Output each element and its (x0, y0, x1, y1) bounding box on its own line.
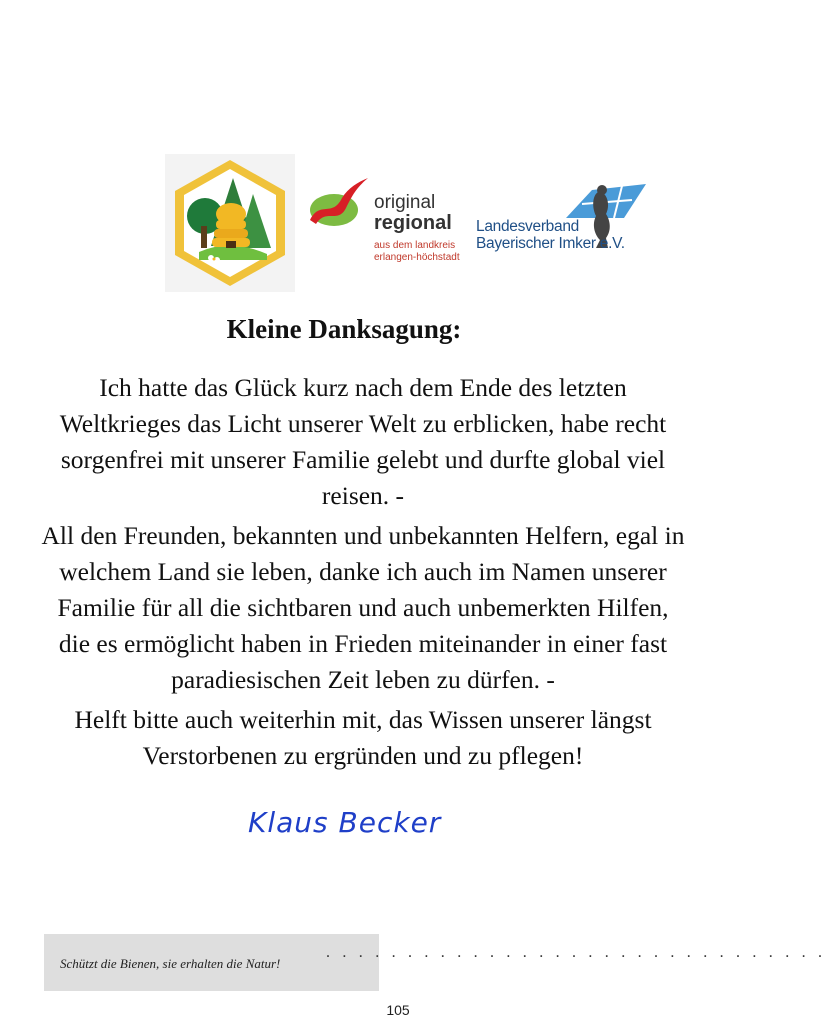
regional-line-regional: regional (374, 212, 452, 234)
paragraph-2: All den Freunden, bekannten und unbekannten Helfern, egal in welchem Land sie leben, danke ich auch im Namen unserer Familie für all die sichtbaren und auch unbemerkten Hilfen, die es ermöglicht haben in Frieden miteinander in einer fast paradiesischen Zeit leben zu dürfen. - (41, 521, 685, 694)
footer-slogan: Schützt die Bienen, sie erhalten die Natur! (60, 956, 281, 971)
beekeeping-hexagon-logo (165, 154, 295, 292)
regional-line-erlangen: erlangen-höchstadt (374, 252, 460, 263)
paragraph-1: Ich hatte das Glück kurz nach dem Ende des letzten Weltkrieges das Licht unserer Welt zu erblicken, habe recht sorgenfrei mit unserer Familie gelebt und durfte global viel reisen. - (59, 373, 667, 510)
page-number: 105 (386, 1002, 410, 1018)
lvbi-line-bayerischer: Bayerischer Imker e.V. (476, 235, 625, 252)
regional-line-landkreis: aus dem landkreis (374, 240, 456, 251)
regional-swoosh-icon (306, 174, 376, 234)
footer-dots: . . . . . . . . . . . . . . . . . . . . . . . . . . . . . . . (326, 944, 826, 961)
signature: Klaus Becker (248, 806, 442, 839)
regional-line-original: original (374, 192, 436, 213)
logo-row (0, 154, 724, 296)
body-text (40, 370, 686, 778)
original-regional-logo (306, 174, 466, 274)
beehive-tree-icon (171, 156, 289, 290)
beekeepers-association-logo (474, 178, 654, 268)
paragraph-3: Helft bitte auch weiterhin mit, das Wissen unserer längst Verstorbenen zu ergründen und zu pflegen! (74, 705, 652, 770)
footer-slogan-box (44, 934, 379, 991)
lvbi-line-landesverband: Landesverband (476, 218, 579, 235)
page-heading: Kleine Danksagung: (226, 314, 462, 344)
